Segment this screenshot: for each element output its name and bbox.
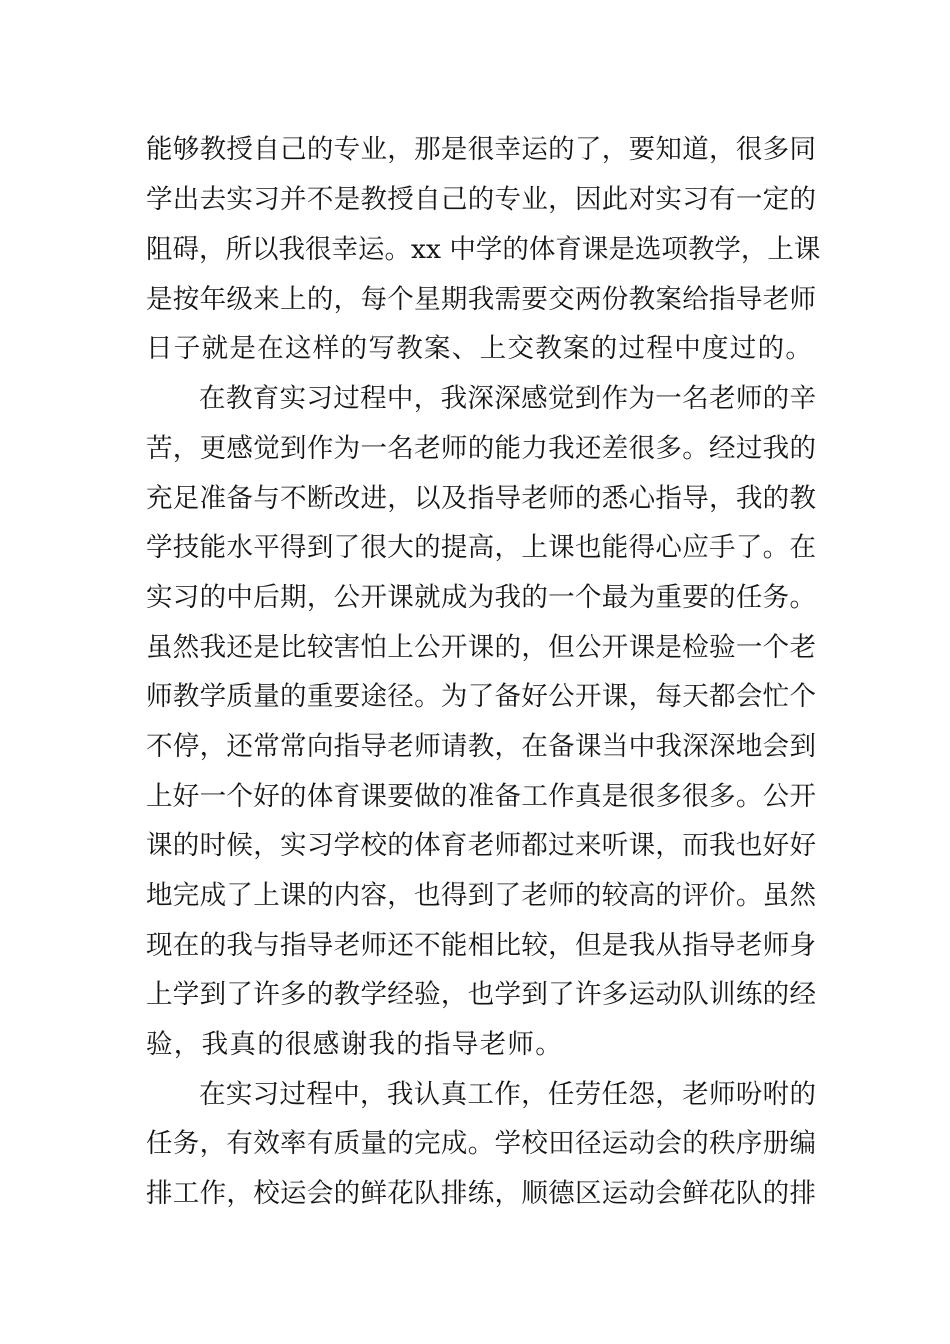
text-line: 学技能水平得到了很大的提高，上课也能得心应手了。在 (146, 532, 816, 563)
text-line: 任务，有效率有质量的完成。学校田径运动会的秩序册编 (146, 1128, 816, 1159)
text-line: 日子就是在这样的写教案、上交教案的过程中度过的。 (146, 333, 814, 364)
text-line: 虽然我还是比较害怕上公开课的，但公开课是检验一个老 (146, 632, 816, 663)
text-line: 不停，还常常向指导老师请教，在备课当中我深深地会到 (146, 731, 816, 762)
text-line: 充足准备与不断改进，以及指导老师的悉心指导，我的教 (146, 483, 816, 514)
text-line: 上学到了许多的教学经验，也学到了许多运动队训练的经 (146, 979, 816, 1010)
text-line: 实习的中后期，公开课就成为我的一个最为重要的任务。 (146, 582, 816, 613)
text-line: 能够教授自己的专业，那是很幸运的了，要知道，很多同 (146, 134, 816, 165)
text-line: 阻碍，所以我很幸运。xx 中学的体育课是选项教学，上课 (146, 234, 821, 265)
text-line: 上好一个好的体育课要做的准备工作真是很多很多。公开 (146, 781, 816, 812)
text-line: 学出去实习并不是教授自己的专业，因此对实习有一定的 (146, 184, 816, 215)
text-line: 地完成了上课的内容，也得到了老师的较高的评价。虽然 (146, 880, 816, 911)
text-line: 验，我真的很感谢我的指导老师。 (146, 1029, 563, 1060)
text-line: 师教学质量的重要途径。为了备好公开课，每天都会忙个 (146, 681, 816, 712)
text-line: 排工作，校运会的鲜花队排练，顺德区运动会鲜花队的排 (146, 1178, 816, 1209)
paragraph-first-line: 在实习过程中，我认真工作，任劳任怨，老师吩咐的 (199, 1079, 816, 1110)
text-line: 课的时候，实习学校的体育老师都过来听课，而我也好好 (146, 830, 816, 861)
text-line: 是按年级来上的，每个星期我需要交两份教案给指导老师 (146, 284, 816, 315)
text-line: 苦，更感觉到作为一名老师的能力我还差很多。经过我的 (146, 433, 816, 464)
paragraph-first-line: 在教育实习过程中，我深深感觉到作为一名老师的辛 (199, 383, 816, 414)
text-line: 现在的我与指导老师还不能相比较，但是我从指导老师身 (146, 930, 816, 961)
